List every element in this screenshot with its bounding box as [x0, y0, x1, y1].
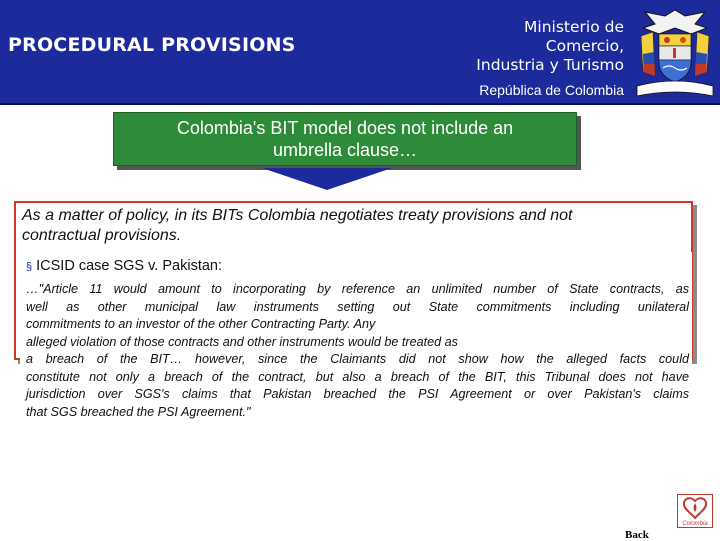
policy-statement: [22, 206, 690, 246]
ministry-line-1: Ministerio de: [524, 18, 624, 36]
slide-title: PROCEDURAL PROVISIONS: [8, 34, 296, 56]
quote-line: commitments to an investor of the other Contracting Party. Any: [26, 317, 376, 331]
quote-line: jurisdiction over SGS's claims that Pakistan breached the PSI Agreement or over Pakistan's claims: [26, 387, 689, 401]
quote-line: a breach of the BIT… however, since the Claimants did not show how the alleged facts could: [26, 352, 689, 366]
policy-line-1: As a matter of policy, in its BITs Colombia negotiates treaty provisions and not: [22, 207, 573, 224]
colombia-brand-logo: [677, 494, 713, 528]
case-quote: [26, 281, 689, 421]
quote-line: constitute not only a breach of the contract, but also a breach of the BIT, this Tribunal does not have: [26, 369, 689, 384]
ministry-line-2: Comercio,: [545, 37, 624, 55]
quote-line: that SGS breached the PSI Agreement.": [26, 404, 251, 419]
callout-line-1: Colombia's BIT model does not include an: [176, 118, 514, 138]
coat-of-arms-icon: [635, 6, 715, 98]
slide-header: [0, 0, 720, 105]
quote-line: …"Article 11 would amount to incorporating by reference an unlimited number of State contracts, as: [26, 282, 689, 296]
republic-label: República de Colombia: [479, 82, 624, 98]
back-button[interactable]: Back: [625, 529, 649, 541]
umbrella-clause-callout: [113, 112, 577, 166]
quote-line: well as other municipal law instruments setting out State commitments including unilateral: [26, 299, 689, 314]
ministry-name: [384, 18, 624, 75]
svg-text:Colombia: Colombia: [682, 521, 708, 527]
down-arrow-icon: [262, 168, 392, 190]
ministry-line-3: Industria y Turismo: [476, 56, 624, 74]
quote-line: alleged violation of those contracts and other instruments would be treated as: [26, 334, 458, 349]
policy-line-2: contractual provisions.: [22, 227, 182, 244]
case-title: ICSID case SGS v. Pakistan:: [36, 258, 223, 274]
case-heading: [26, 258, 222, 274]
bullet-icon: §: [26, 261, 33, 273]
callout-line-2: umbrella clause…: [272, 140, 418, 160]
